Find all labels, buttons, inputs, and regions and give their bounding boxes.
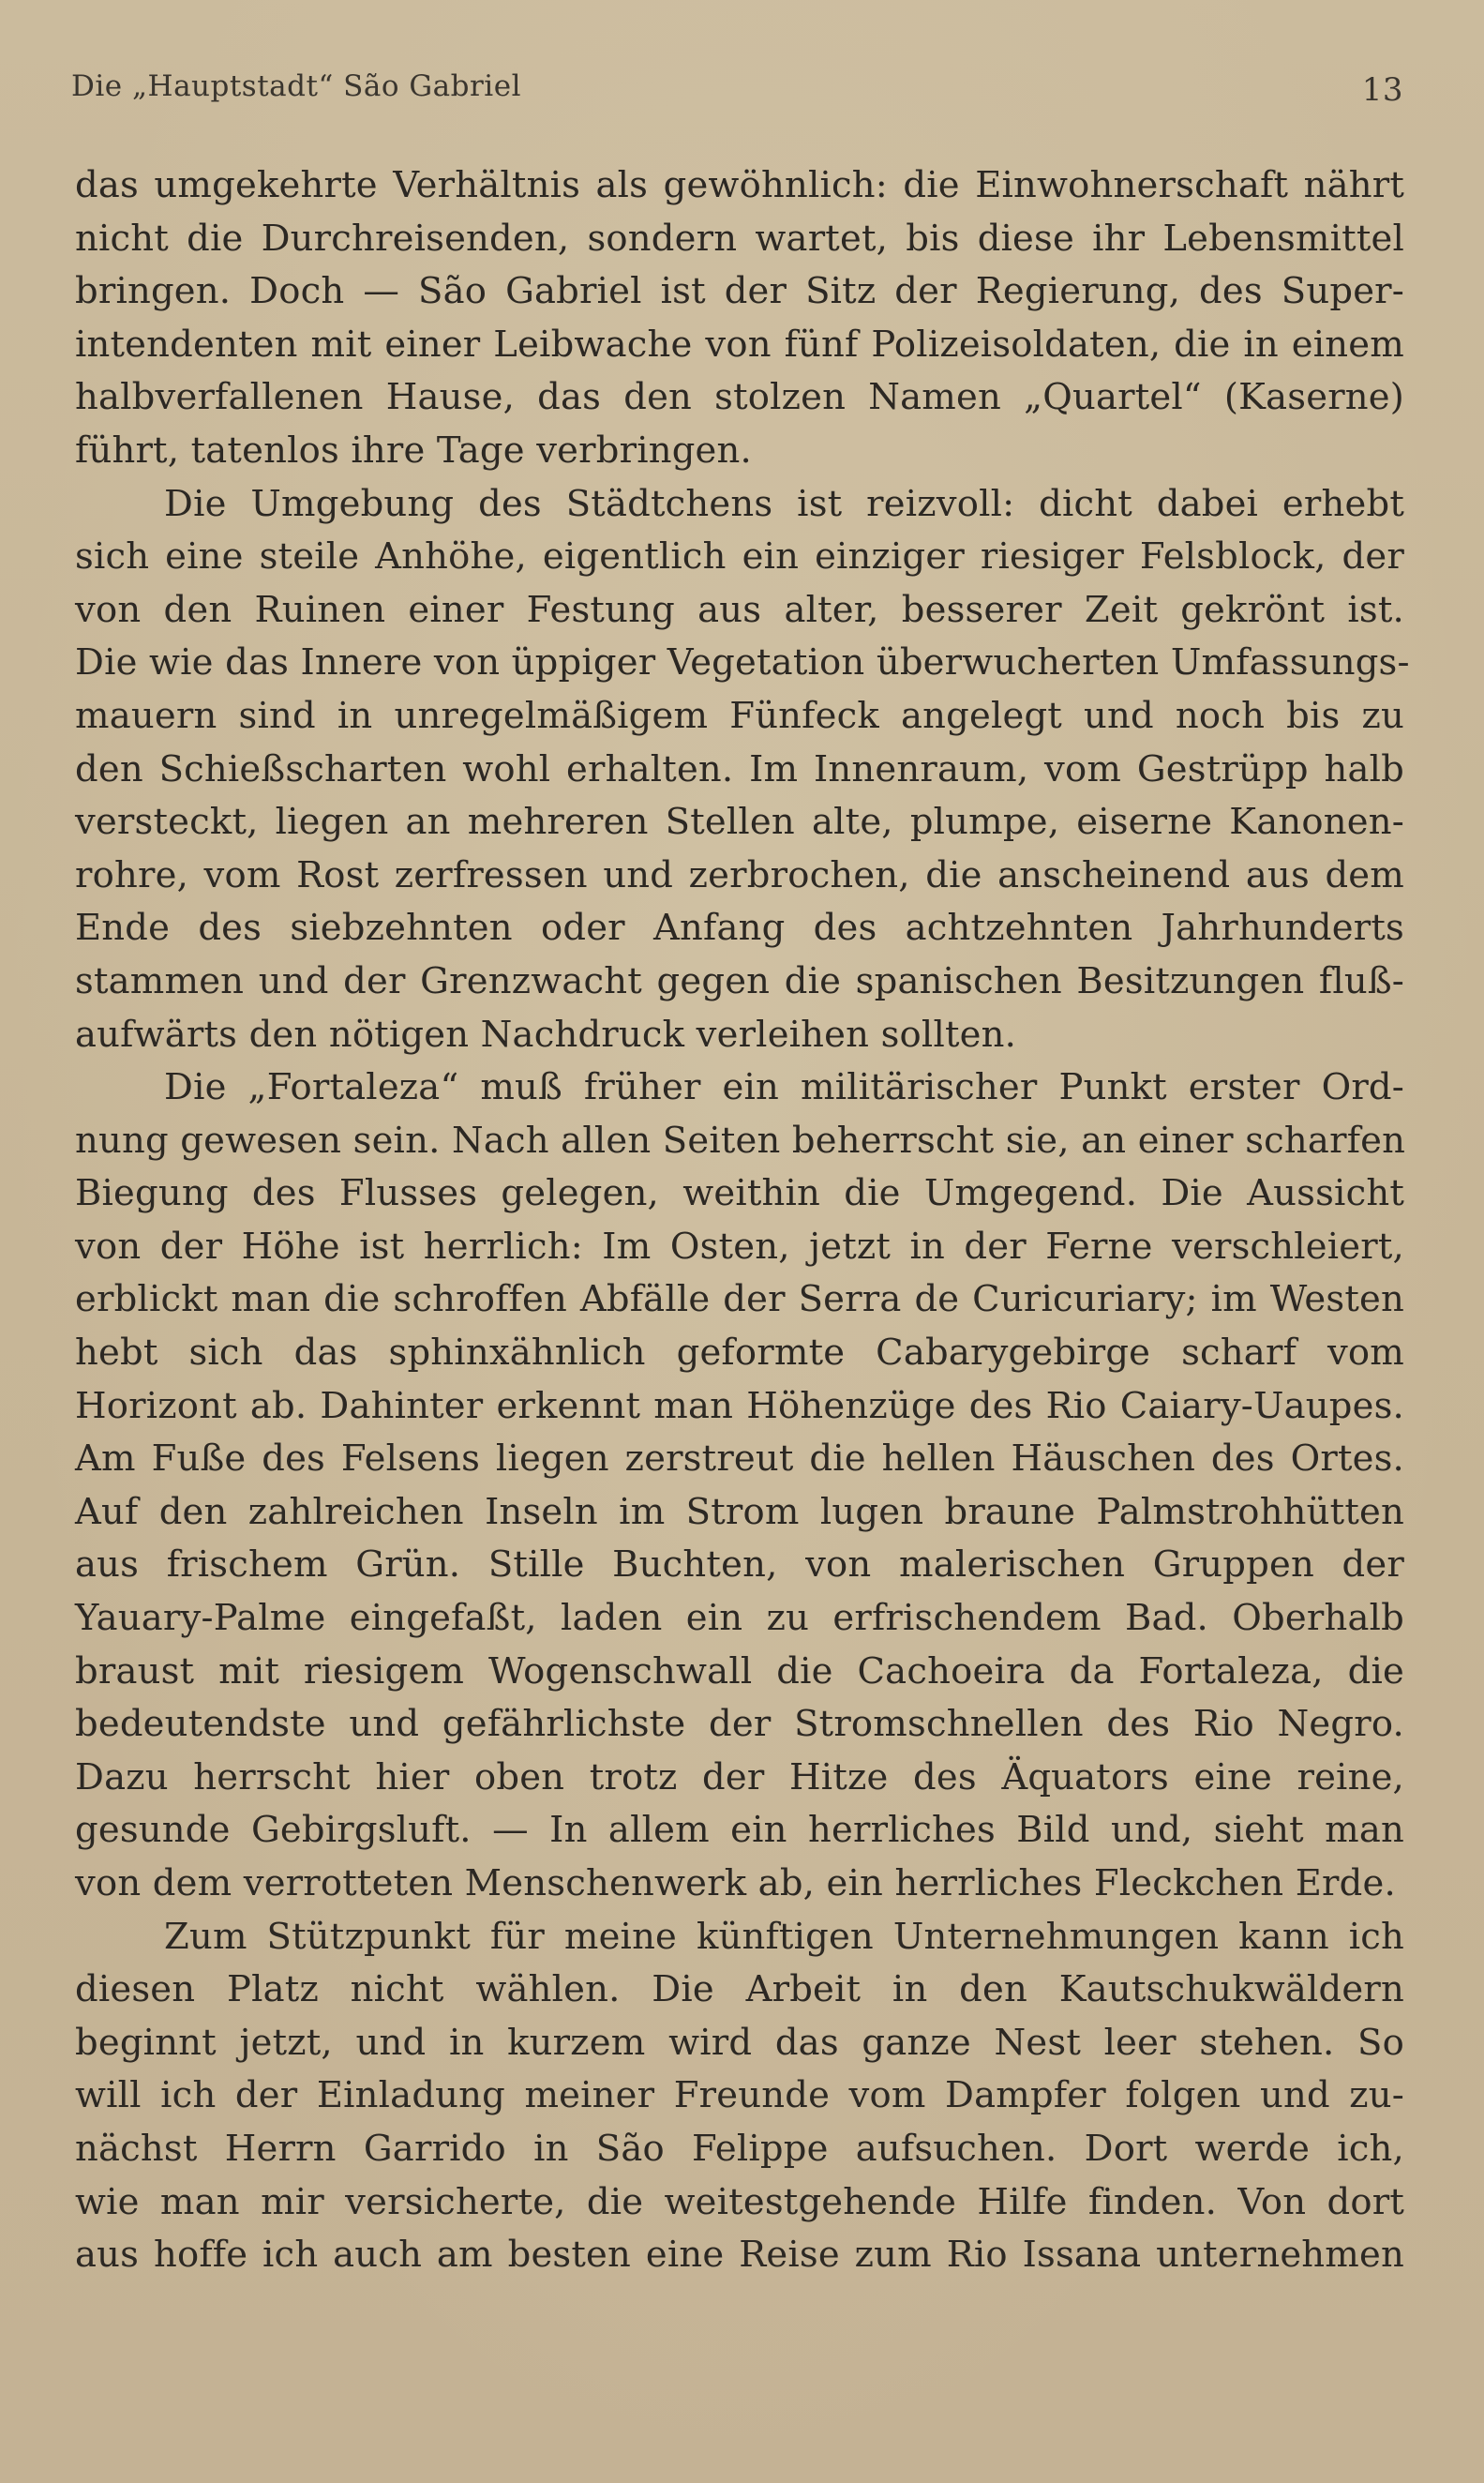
text-line: Yauary-Palme eingefaßt, laden ein zu erfrischendem Bad. Oberhalb: [75, 1597, 1404, 1640]
text-line: Auf den zahlreichen Inseln im Strom lugen braune Palmstrohhütten: [75, 1490, 1404, 1533]
text-line: stammen und der Grenzwacht gegen die spanischen Besitzungen fluß-: [75, 959, 1404, 1002]
paragraph: [75, 159, 1404, 478]
text-line: nicht die Durchreisenden, sondern wartet, bis diese ihr Lebensmittel: [75, 217, 1404, 260]
text-line: von der Höhe ist herrlich: Im Osten, jetzt in der Ferne verschleiert,: [75, 1225, 1404, 1268]
text-line: aus hoffe ich auch am besten eine Reise zum Rio Issana unternehmen: [75, 2234, 1404, 2277]
running-header: [71, 69, 1403, 113]
text-line: mauern sind in unregelmäßigem Fünfeck angelegt und noch bis zu: [75, 694, 1404, 737]
text-line: rohre, vom Rost zerfressen und zerbrochen, die anscheinend aus dem: [75, 853, 1404, 896]
text-line: braust mit riesigem Wogenschwall die Cachoeira da Fortaleza, die: [75, 1649, 1404, 1693]
text-line: bringen. Doch — São Gabriel ist der Sitz der Regierung, des Super-: [75, 270, 1404, 313]
text-line: Dazu herrscht hier oben trotz der Hitze des Äquators eine reine,: [75, 1755, 1404, 1798]
text-line: Die Umgebung des Städtchens ist reizvoll: dicht dabei erhebt: [164, 482, 1404, 525]
text-line: aufwärts den nötigen Nachdruck verleihen sollten.: [75, 1013, 1017, 1056]
text-line: diesen Platz nicht wählen. Die Arbeit in den Kautschukwäldern: [75, 1968, 1404, 2011]
text-line: halbverfallenen Hause, das den stolzen Namen „Quartel“ (Kaserne): [75, 376, 1404, 419]
text-line: hebt sich das sphinxähnlich geformte Cabarygebirge scharf vom: [75, 1332, 1404, 1375]
text-line: nung gewesen sein. Nach allen Seiten beherrscht sie, an einer scharfen: [75, 1119, 1406, 1162]
text-line: Horizont ab. Dahinter erkennt man Höhenzüge des Rio Caiary-Uaupes.: [75, 1384, 1404, 1427]
text-line: den Schießscharten wohl erhalten. Im Innenraum, vom Gestrüpp halb: [75, 747, 1404, 790]
text-line: führt, tatenlos ihre Tage verbringen.: [75, 429, 752, 472]
body-text: [75, 159, 1410, 2282]
text-line: will ich der Einladung meiner Freunde vom Dampfer folgen und zu-: [75, 2074, 1404, 2117]
text-line: das umgekehrte Verhältnis als gewöhnlich: die Einwohnerschaft nährt: [75, 164, 1404, 206]
text-line: Biegung des Flusses gelegen, weithin die Umgegend. Die Aussicht: [75, 1172, 1404, 1215]
text-line: aus frischem Grün. Stille Buchten, von malerischen Gruppen der: [75, 1543, 1404, 1587]
paragraph: [75, 478, 1410, 1062]
text-line: Zum Stützpunkt für meine künftigen Unternehmungen kann ich: [164, 1915, 1404, 1958]
running-head-title: Die „Hauptstadt“ São Gabriel: [71, 69, 521, 103]
text-line: Ende des siebzehnten oder Anfang des achtzehnten Jahrhunderts: [75, 907, 1404, 950]
text-line: von dem verrotteten Menschenwerk ab, ein herrliches Fleckchen Erde.: [75, 1862, 1396, 1904]
text-line: Die „Fortaleza“ muß früher ein militärischer Punkt erster Ord-: [164, 1066, 1404, 1109]
page-number: 13: [1361, 71, 1403, 109]
text-line: Am Fuße des Felsens liegen zerstreut die hellen Häuschen des Ortes.: [75, 1437, 1404, 1481]
text-line: wie man mir versicherte, die weitestgehende Hilfe finden. Von dort: [75, 2180, 1404, 2223]
text-line: Die wie das Innere von üppiger Vegetation überwucherten Umfassungs-: [75, 641, 1410, 685]
text-line: beginnt jetzt, und in kurzem wird das ganze Nest leer stehen. So: [75, 2021, 1404, 2064]
text-line: sich eine steile Anhöhe, eigentlich ein einziger riesiger Felsblock, der: [75, 535, 1404, 579]
text-line: bedeutendste und gefährlichste der Stromschnellen des Rio Negro.: [75, 1703, 1404, 1746]
text-line: intendenten mit einer Leibwache von fünf Polizeisoldaten, die in einem: [75, 323, 1404, 366]
paragraph: [75, 1061, 1404, 1911]
text-line: erblickt man die schroffen Abfälle der Serra de Curicuriary; im Westen: [75, 1278, 1404, 1321]
text-line: nächst Herrn Garrido in São Felippe aufsuchen. Dort werde ich,: [75, 2127, 1404, 2170]
text-line: von den Ruinen einer Festung aus alter, besserer Zeit gekrönt ist.: [75, 588, 1404, 631]
text-line: versteckt, liegen an mehreren Stellen alte, plumpe, eiserne Kanonen-: [75, 801, 1404, 844]
paragraph: [75, 1911, 1404, 2282]
text-line: gesunde Gebirgsluft. — In allem ein herrliches Bild und, sieht man: [75, 1809, 1404, 1852]
